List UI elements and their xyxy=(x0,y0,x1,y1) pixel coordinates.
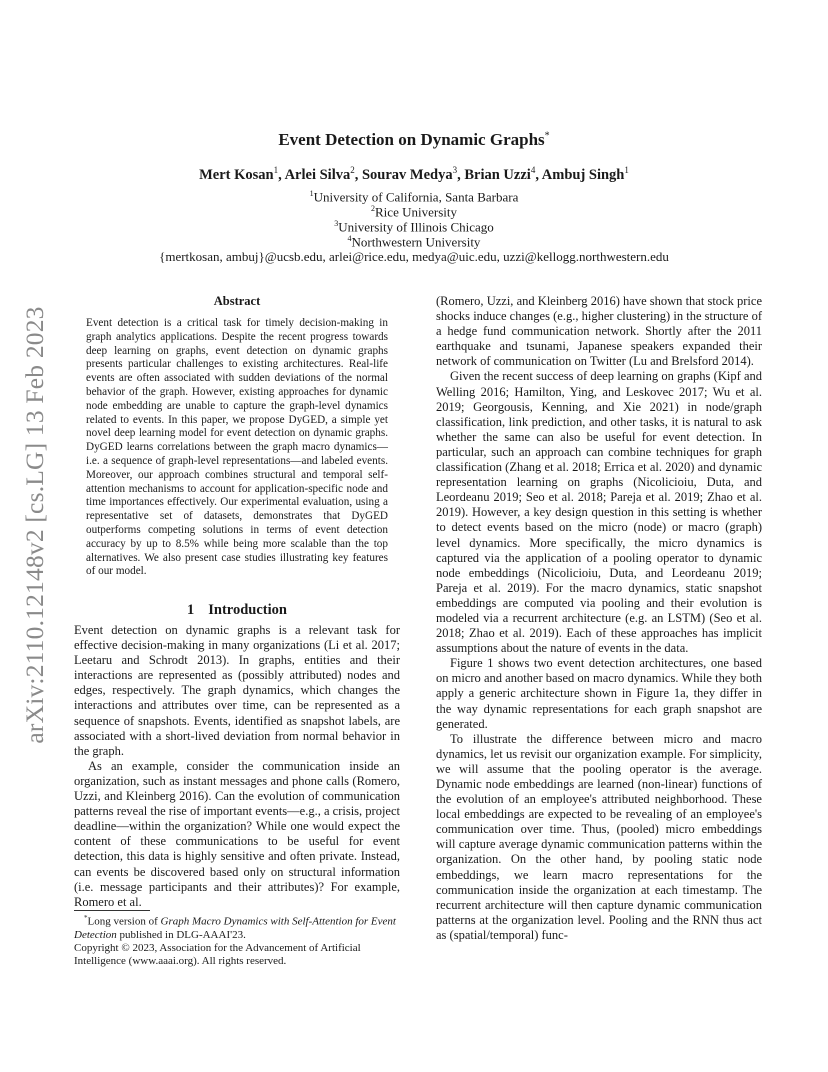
author-list: Mert Kosan$^1$, Arlei Silva$^2$, Sourav Medya$^3$, Brian Uzzi$^4$, Ambuj Singh$^1$ xyxy=(199,165,629,183)
author: Arlei Silva$^2$ xyxy=(284,165,355,183)
section-number: 1 xyxy=(187,602,195,618)
footnote xyxy=(74,912,400,968)
arxiv-stamp xyxy=(18,290,52,760)
affiliation: $^2$Rice University xyxy=(371,204,457,220)
author: Sourav Medya$^3$ xyxy=(361,165,458,183)
affiliation: $^4$Northwestern University xyxy=(347,234,481,250)
left-column-body xyxy=(74,623,400,910)
paper-title xyxy=(0,130,828,150)
abstract-heading: Abstract xyxy=(213,294,261,308)
author: Mert Kosan$^1$ xyxy=(199,165,279,183)
title-text: Event Detection on Dynamic Graphs xyxy=(278,130,545,149)
abstract-text: Event detection is a critical task for timely decision-making in graph analytics applications. Despite the recent progress towards deep learning on graphs, event detection on dynamic graphs presents particular challenges to existing architectures. Real-life events are often associated with sudden deviations of the normal behavior of the graph. However, existing approaches for dynamic node embedding are unable to capture the graph-level dynamics related to events. In this paper, we propose DyGED, a simple yet novel deep learning model for event detection on dynamic graphs. DyGED learns correlations between the graph macro dynamics—i.e. a sequence of graph-level representations—and labeled events. Moreover, our approach combines structural and temporal self-attention mechanisms to account for application-specific node and time importances effectively. Our experimental evaluation, using a representative set of datasets, demonstrates that DyGED outperforms competing solutions in terms of event detection accuracy by up to 8.5% while being more scalable than the top alternatives. We also present case studies illustrating key features of our model. xyxy=(86,317,388,578)
affiliation: $^3$University of Illinois Chicago xyxy=(334,219,494,235)
author: Brian Uzzi$^4$ xyxy=(464,165,536,183)
copyright-notice: Copyright © 2023, Association for the Advancement of Artificial Intelligence (www.aaai.org). All rights reserved. xyxy=(74,942,361,968)
footnote-text: *Long version of Graph Macro Dynamics with Self-Attention for Event Detection published in DLG-AAAI'23. xyxy=(74,914,396,941)
right-column-body xyxy=(436,294,762,943)
title-footnote-mark: * xyxy=(544,130,550,142)
paragraph: Figure 1 shows two event detection architectures, one based on micro and another based on macro dynamics. While they both apply a generic architecture shown in Figure 1a, they differ in the way dynamic representations for each graph snapshot are generated. xyxy=(436,656,762,731)
section-heading-introduction xyxy=(74,602,400,619)
footnote-divider xyxy=(74,910,150,911)
paragraph: Event detection on dynamic graphs is a relevant task for effective decision-making in many organizations (Li et al. 2017; Leetaru and Schrodt 2013). In graphs, entities and their interactions are represented as (possibly attributed) nodes and edges, respectively. The graph dynamics, which changes the interactions and attributes over time, can be represented as a sequence of snapshots. Events, identified as snapshot labels, are associated with a short-lived deviation from normal behavior in the graph. xyxy=(74,623,400,758)
paragraph: Given the recent success of deep learning on graphs (Kipf and Welling 2016; Hamilton, Ying, and Leskovec 2017; Wu et al. 2019; Georgousis, Kenning, and Xie 2021) in node/graph classification, link prediction, and other tasks, it is natural to ask whether the same can also be useful for event detection. In particular, such an approach can combine techniques for graph classification (Zhang et al. 2018; Errica et al. 2020) and dynamic representation learning on graphs (Nicolicioiu, Duta, and Leordeanu 2019; Seo et al. 2018; Pareja et al. 2019; Zhao et al. 2019). However, a key design question in this setting is whether to detect events based on the micro (node) or macro (graph) level dynamics. More specifically, the micro dynamics is captured via the application of a pooling operator to dynamic node embeddings (Nicolicioiu, Duta, and Leordeanu 2019; Pareja et al. 2019). For the macro dynamics, static snapshot embeddings are computed via pooling and their evolution is modeled via a recurrent architecture (e.g. an LSTM) (Seo et al. 2018; Zhao et al. 2019). Each of these approaches has implicit assumptions about the nature of events in the data. xyxy=(436,369,762,656)
section-title: Introduction xyxy=(208,602,287,618)
arxiv-id-text: arXiv:2110.12148v2 [cs.LG] 13 Feb 2023 xyxy=(20,306,49,744)
paragraph: To illustrate the difference between micro and macro dynamics, let us revisit our organization example. For simplicity, we will assume that the pooling operator is the average. Dynamic node embeddings are learned (non-linear) functions of the evolution of an employee's attributed neighborhood. These local embeddings are expected to be revealing of an employee's communication over time. Thus, (pooled) micro embeddings will capture average dynamic communication patterns within the organization. On the other hand, by pooling static node embeddings, we learn macro representations for the communication inside the organization at each timestamp. The recurrent architecture will then capture dynamic communication patterns at the organization level. Pooling and the RNN thus act as (spatial/temporal) func- xyxy=(436,731,762,942)
author: Ambuj Singh$^1$ xyxy=(541,165,629,183)
paragraph: As an example, consider the communication inside an organization, such as instant messages and phone calls (Romero, Uzzi, and Kleinberg 2016). Can the evolution of communication patterns reveal the rise of important events—e.g., a crisis, project deadline—within the organization? While one would expect the content of these communications to be useful for event detection, this data is highly sensitive and often private. Instead, can events be discovered based only on structural information (i.e. message participants and their attributes)? For example, Romero et al. xyxy=(74,758,400,909)
author-emails: {mertkosan, ambuj}@ucsb.edu, arlei@rice.edu, medya@uic.edu, uzzi@kellogg.northwestern.edu xyxy=(159,249,669,264)
affiliation: $^1$University of California, Santa Barbara xyxy=(309,189,519,205)
paragraph: (Romero, Uzzi, and Kleinberg 2016) have shown that stock price shocks induce changes (e.g., higher clustering) in the structure of a hedge fund communication network. Shortly after the 2011 earthquake and tsunami, Japanese speakers expanded their network of communication on Twitter (Lu and Brelsford 2014). xyxy=(436,294,762,369)
